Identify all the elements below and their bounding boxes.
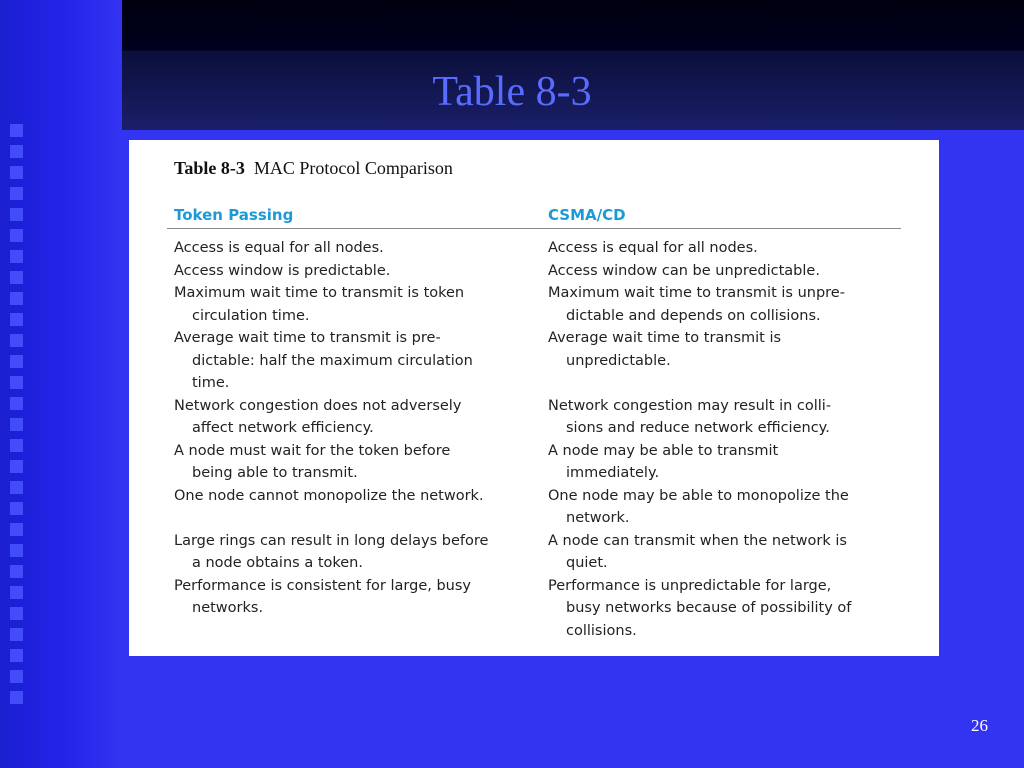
column-header-token-passing: Token Passing — [174, 206, 294, 224]
csma-cd-cell-line: Maximum wait time to transmit is unpre- — [548, 285, 845, 301]
csma-cd-cell-line: A node can transmit when the network is — [548, 532, 847, 549]
filmstrip-square — [10, 670, 23, 683]
csma-cd-cell-line: Access window can be unpredictable. — [548, 262, 820, 279]
token-passing-cell-line: networks. — [192, 600, 264, 616]
filmstrip-square — [10, 187, 23, 200]
filmstrip-square — [10, 166, 23, 179]
csma-cd-cell-line: immediately. — [566, 465, 660, 481]
csma-cd-cell-line: Network congestion may result in colli- — [548, 397, 832, 414]
csma-cd-cell-line: network. — [566, 510, 630, 526]
token-passing-cell-line: being able to transmit. — [192, 465, 358, 481]
filmstrip-square — [10, 565, 23, 578]
csma-cd-cell-line: collisions. — [566, 622, 637, 639]
table-panel — [129, 140, 939, 656]
filmstrip-square — [10, 502, 23, 515]
token-passing-cell-line: Access window is predictable. — [174, 262, 391, 279]
token-passing-cell-line: Large rings can result in long delays before — [174, 532, 489, 549]
filmstrip-square — [10, 292, 23, 305]
filmstrip-square — [10, 586, 23, 599]
csma-cd-cell-line: busy networks because of possibility of — [566, 600, 852, 616]
token-passing-cell-line: a node obtains a token. — [192, 555, 363, 571]
token-passing-cell-line: Access is equal for all nodes. — [174, 240, 384, 256]
filmstrip-square — [10, 607, 23, 620]
table-caption-title: MAC Protocol Comparison — [253, 158, 453, 178]
column-header-csma-cd: CSMA/CD — [548, 206, 626, 224]
token-passing-cell-line: affect network efficiency. — [192, 420, 374, 436]
filmstrip-square — [10, 145, 23, 158]
filmstrip-square — [10, 208, 23, 221]
csma-cd-cell-line: Average wait time to transmit is — [548, 330, 782, 346]
filmstrip-square — [10, 355, 23, 368]
csma-cd-cell-line: Access is equal for all nodes. — [548, 240, 758, 256]
filmstrip-square — [10, 229, 23, 242]
filmstrip-square — [10, 691, 23, 704]
csma-cd-cell-line: One node may be able to monopolize the — [548, 487, 849, 504]
csma-cd-cell-line: sions and reduce network efficiency. — [566, 420, 830, 436]
page-number: 26 — [971, 716, 988, 735]
filmstrip-square — [10, 418, 23, 431]
left-filmstrip — [0, 0, 122, 768]
filmstrip-square — [10, 523, 23, 536]
token-passing-cell-line: A node must wait for the token before — [174, 442, 451, 459]
filmstrip-square — [10, 460, 23, 473]
csma-cd-cell-line: unpredictable. — [566, 352, 671, 369]
token-passing-cell-line: dictable: half the maximum circulation — [192, 352, 473, 369]
token-passing-cell-line: time. — [192, 375, 230, 391]
filmstrip-square — [10, 334, 23, 347]
token-passing-cell-line: Network congestion does not adversely — [174, 397, 462, 414]
table-caption-label: Table 8-3 — [174, 158, 245, 178]
token-passing-cell-line: Average wait time to transmit is pre- — [174, 330, 441, 346]
filmstrip-square — [10, 544, 23, 557]
filmstrip-square — [10, 271, 23, 284]
filmstrip-square — [10, 376, 23, 389]
header-divider — [167, 228, 901, 229]
filmstrip-square — [10, 628, 23, 641]
filmstrip-square — [10, 313, 23, 326]
csma-cd-cell-line: dictable and depends on collisions. — [566, 307, 821, 324]
csma-cd-cell-line: quiet. — [566, 555, 608, 571]
token-passing-cell-line: One node cannot monopolize the network. — [174, 487, 484, 504]
filmstrip-square — [10, 124, 23, 137]
filmstrip-square — [10, 481, 23, 494]
filmstrip-square — [10, 649, 23, 662]
table-caption — [174, 158, 453, 179]
token-passing-cell-line: circulation time. — [192, 307, 310, 324]
token-passing-cell-line: Maximum wait time to transmit is token — [174, 285, 465, 301]
csma-cd-cell-line: A node may be able to transmit — [548, 442, 779, 459]
slide-title: Table 8-3 — [432, 69, 592, 115]
filmstrip-square — [10, 250, 23, 263]
filmstrip-square — [10, 439, 23, 452]
token-passing-cell-line: Performance is consistent for large, busy — [174, 577, 471, 594]
filmstrip-square — [10, 397, 23, 410]
csma-cd-cell-line: Performance is unpredictable for large, — [548, 577, 832, 594]
